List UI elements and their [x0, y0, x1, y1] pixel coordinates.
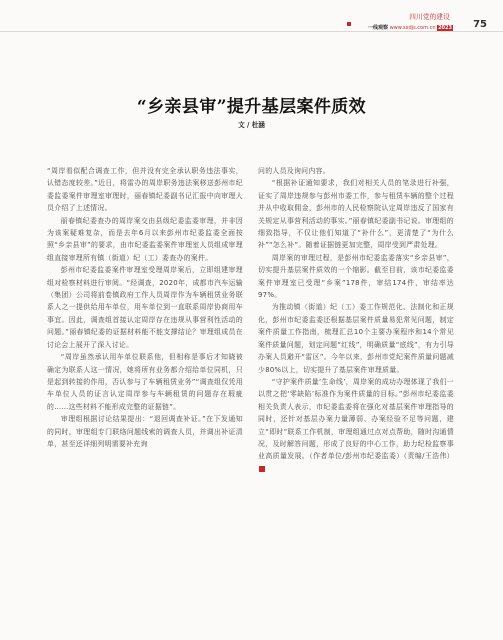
paragraph: “根据补证通知要求，我们对相关人员的笔录进行补强，证实了周岸违规参与彭州市委工作，参与租赁车辆的整个过程并从中收取佣金，彭州市的人民检察院认定周岸违反了国家有关规定从事营利活动的事实。”丽春镇纪委副书记说。审理组的细致指导，不仅让他们知道了“补什么”，更清楚了“为什么补”“怎么补”。随着证据链更加完整，周岸受到严肃处理。: [258, 179, 454, 250]
article-column-right: [258, 165, 454, 475]
end-mark-icon: [259, 466, 265, 472]
paragraph: 问的人员及询问内容。: [258, 167, 330, 175]
article-byline: 文 / 杜涵: [238, 121, 265, 129]
paragraph: 周岸案的审理过程，是彭州市纪委监委落实“乡亲县审”，切实提升基层案件质效的一个缩影。截至目前，该市纪委监委案件审理室已受理“乡案”178件，审结174件，审结率达97%。: [258, 253, 454, 300]
paragraph-text: “守护案件质量‘生命线’，周岸案的成功办理体现了我们一以贯之把‘零缺陷’标准作为案件质量的目标。”彭州市纪委监委相关负责人表示，市纪委监委将在强化对基层案件审理指导的同时，还针对基层办案力量薄弱、办案经验不足等问题，建立“即时”联系工作机制，审理组通过点对点帮助，随时沟通情况，及时解答问题，形成了良好的中心工作，助力纪检监察事业高质量发展。（作者单位/彭州市纪委监委）（责编/王浩伟）: [258, 377, 454, 461]
paragraph-last: [258, 376, 454, 475]
paragraph: 彭州市纪委监委案件审理室受理周岸案后，立即组建审理组对检察材料进行审阅。“经调查，2020年，成都市汽车运输（集团）公司将前卷镇政府工作人员周岸作为车辆租赁业务联系人之一提供给用车单位，用车单位到一直联系周岸协商用车事宜。因此，调查组首接认定周岸存在违规从事营利性活动的问题。”丽春镇纪委的证据材料能不能支撑结论？审理组成员在讨论会上展开了深入讨论。: [47, 266, 243, 349]
column-label: 一线观察: [367, 25, 388, 31]
paragraph: 丽春镇纪委查办的周岸案交由县级纪委监委审理，并非因为该案疑难复杂，而是去年6月以来彭州市纪委监委全面按照“乡亲县审”的要求，由市纪委监委案件审理室人员组成审理组直接审理所有镇（街道）纪（工）委查办的案件。: [47, 216, 243, 262]
year-badge: 2023: [438, 25, 452, 31]
header-meta-row: [0, 20, 503, 30]
header-meta: [368, 24, 453, 31]
journal-name: 四川党的建设: [409, 13, 450, 21]
paragraph: “周岸看似配合调查工作，但并没有完全承认职务违法事实，认错态度较差。”近日，将雷办的周岸职务违法案移送彭州市纪委监委案件审理室审理时，丽春镇纪委副书记汇报中向审理人员介绍了上述情况。: [47, 167, 243, 213]
paragraph: 为推动镇（街道）纪（工）委工作规范化、法制化和正规化，彭州市纪委监委还根据基层案件质量易犯常见问题，制定案件质量工作指南，梳理汇总10个主要办案程序和14个常见案件质量问题，划定问题“红线”，明确质量“底线”，有力引导办案人员避开“雷区”。今年以来，彭州市党纪案件质量问题减少80%以上，切实提升了基层案件审理质量。: [258, 303, 454, 374]
page-number: 75: [473, 19, 487, 30]
article-column-left: [47, 165, 243, 450]
paragraph: 审理组根据讨论结果提出：“退回调查补证。”在下发通知的同时，审理组专门联络问题线索的调查人员，并调出补证清单，甚至还详细列明需要补充询: [47, 415, 243, 448]
header-divider: [0, 31, 503, 32]
article-title: “乡亲县审”提升基层案件质效: [136, 97, 367, 117]
paragraph: “周岸虽然承认用车单位联系他，但相称是事后才知晓被确定为联系人这一情况，她将所有业务都介绍给单位同机，只是起到转接的作用，否认参与了车辆租赁业务”“调查组仅凭用车单位人员的证言认定周岸参与车辆租赁的问题存在瑕疵的……这些材料不能形成完整的证据链”。: [47, 353, 243, 411]
square-bullet-icon: [347, 22, 351, 26]
journal-url[interactable]: www.sxdjs.com.cn: [389, 25, 436, 31]
